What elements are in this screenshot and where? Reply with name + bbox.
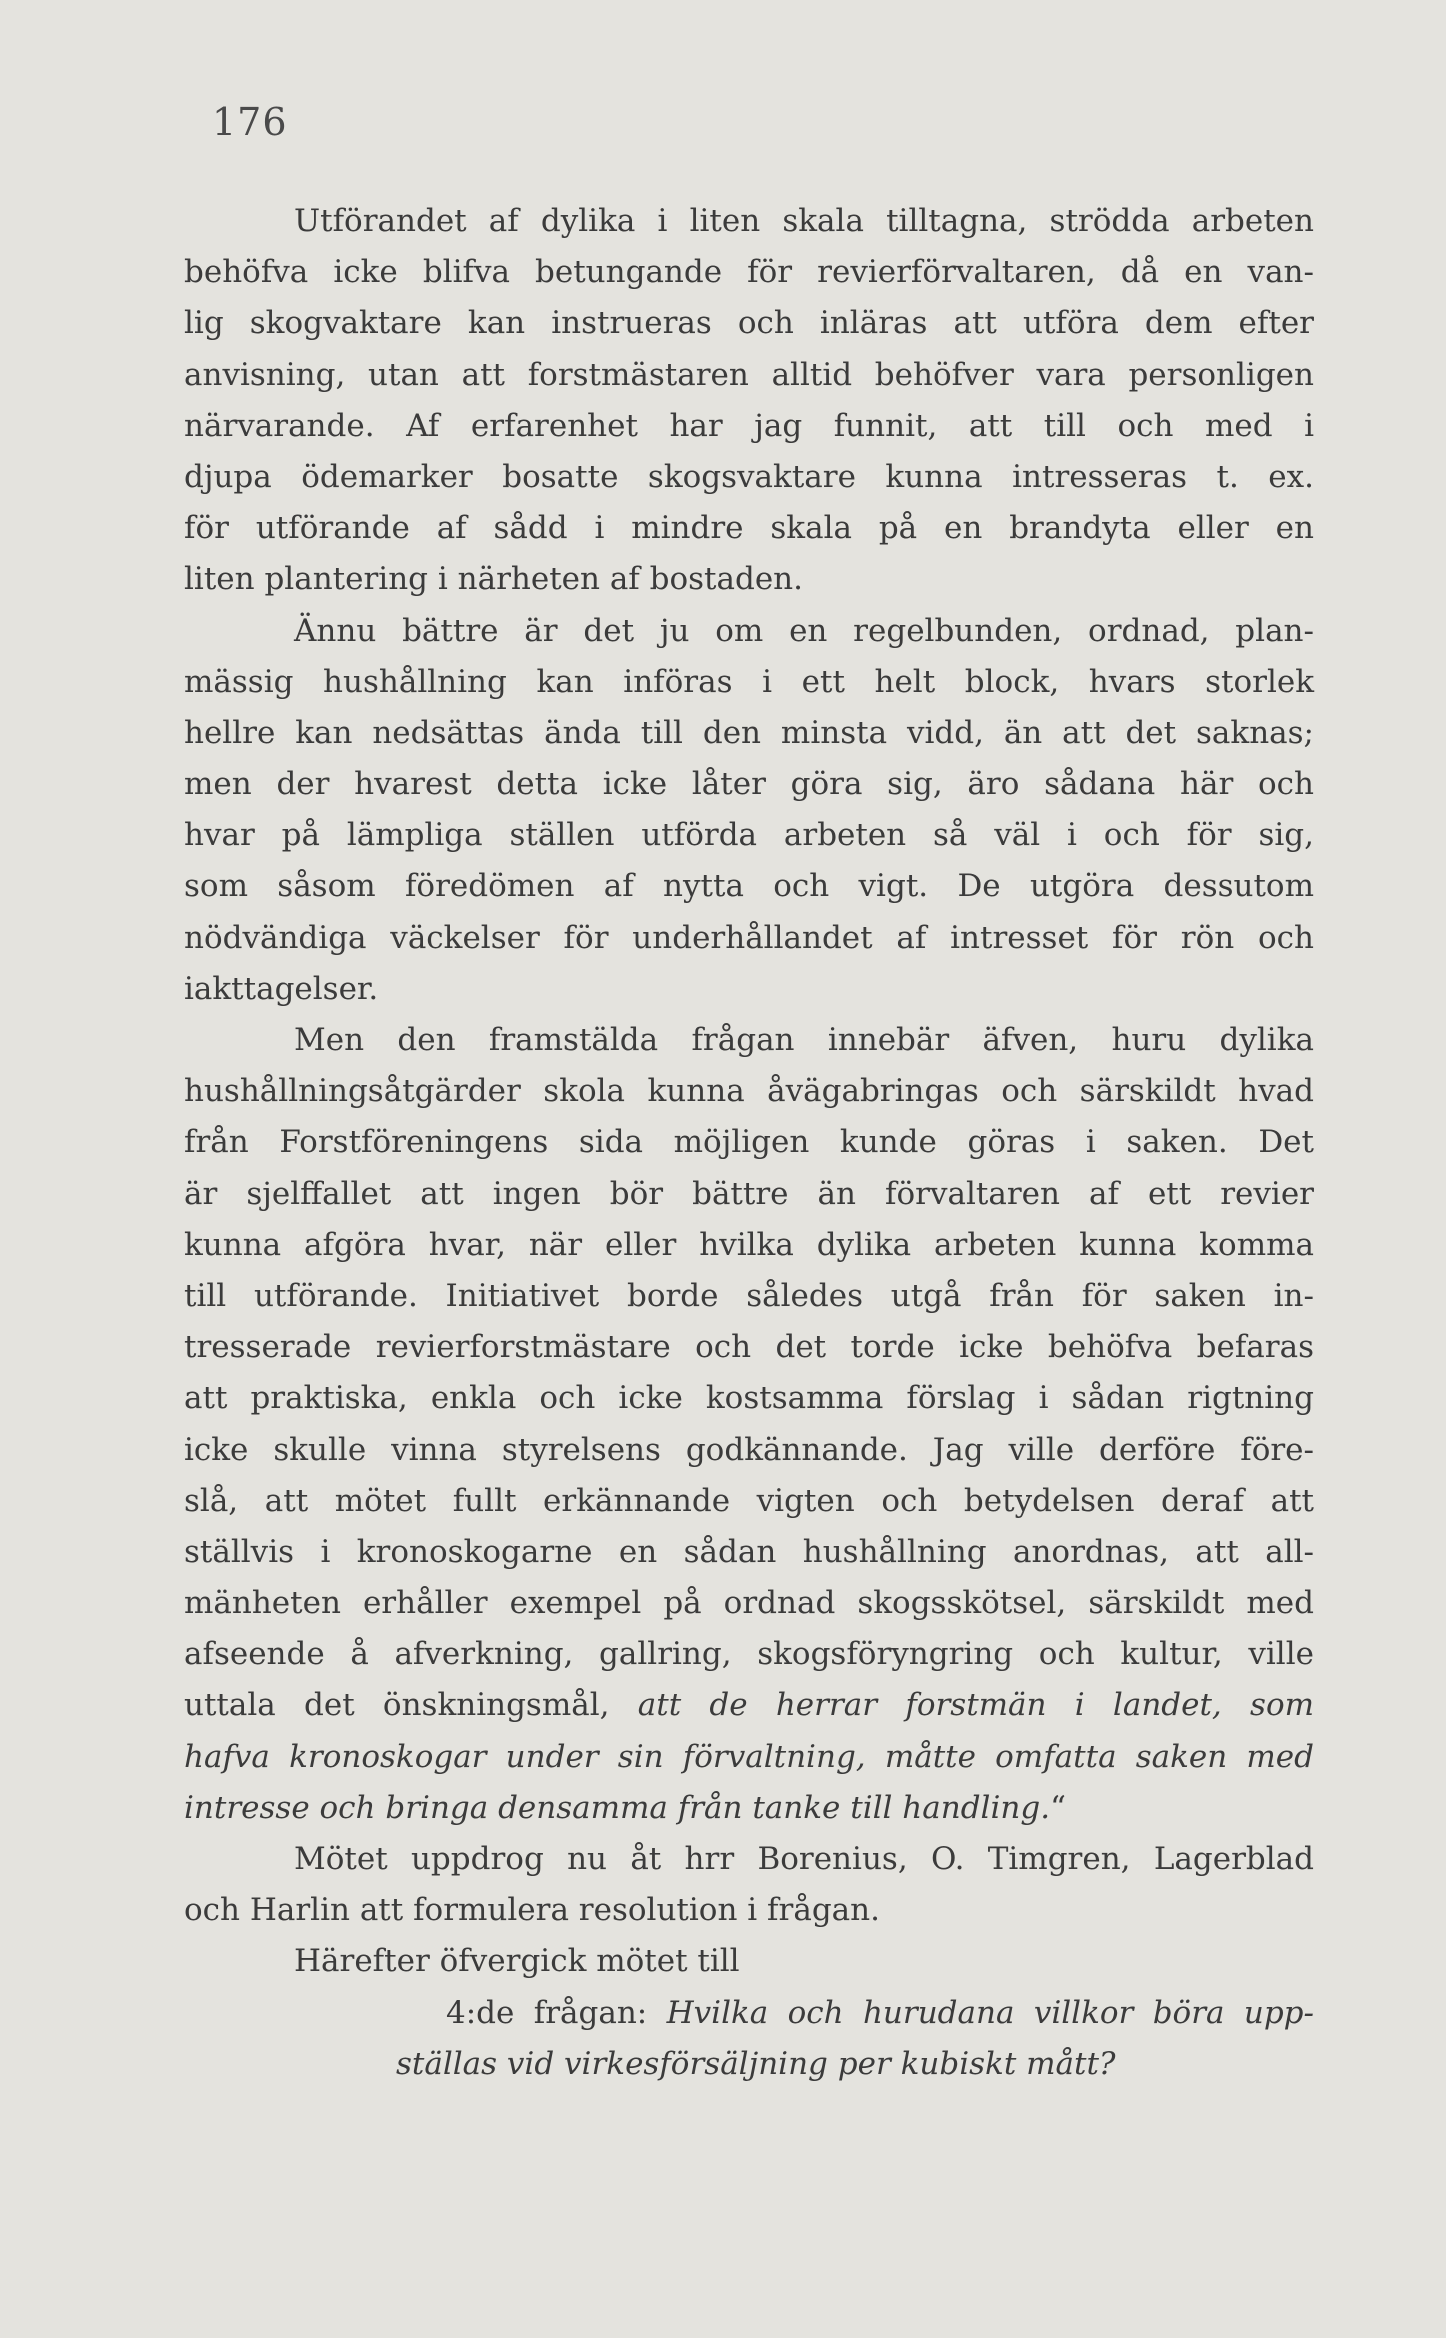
text-line: slå, att mötet fullt erkännande vigten och betydelsen deraf att [184, 1482, 1314, 1519]
text-line: Härefter öfvergick mötet till [294, 1943, 740, 1980]
text-line: kunna afgöra hvar, när eller hvilka dylika arbeten kunna komma [184, 1226, 1314, 1263]
text-line: att praktiska, enkla och icke kostsamma förslag i sådan rigtning [184, 1380, 1314, 1417]
question-heading [184, 1988, 1314, 2039]
text-line: icke skulle vinna styrelsens godkännande. Jag ville derföre före- [184, 1431, 1314, 1468]
text-run: uttala det önskningsmål, [184, 1687, 610, 1724]
text-line: tresserade revierforstmästare och det torde icke behöfva befaras [184, 1329, 1314, 1366]
text-line: Mötet uppdrog nu åt hrr Borenius, O. Timgren, Lagerblad [294, 1841, 1314, 1877]
text-line: mässig hushållning kan införas i ett helt block, hvars storlek [184, 663, 1314, 700]
text-line: som såsom föredömen af nytta och vigt. De utgöra dessutom [184, 868, 1314, 905]
question-label: 4:de frågan: [446, 1994, 648, 2031]
text-line: djupa ödemarker bosatte skogsvaktare kunna intresseras t. ex. [184, 458, 1314, 495]
text-line: närvarande. Af erfarenhet har jag funnit, att till och med i [184, 407, 1314, 444]
text-line: behöfva icke blifva betungande för revierförvaltaren, då en van- [184, 254, 1314, 291]
text-line: Ännu bättre är det ju om en regelbunden, ordnad, plan- [294, 612, 1314, 649]
question-text-continued: ställas vid virkesförsäljning per kubiskt mått? [396, 2045, 1116, 2082]
text-line: lig skogvaktare kan instrueras och inläras att utföra dem efter [184, 305, 1314, 342]
closing-quote: “ [1050, 1789, 1066, 1826]
question-text: Hvilka och hurudana villkor böra upp- [666, 1994, 1314, 2031]
text-line: iakttagelser. [184, 970, 379, 1007]
text-line: hvar på lämpliga ställen utförda arbeten så väl i och för sig, [184, 817, 1314, 854]
text-line: och Harlin att formulera resolution i frågan. [184, 1892, 880, 1929]
text-line: Men den framstälda frågan innebär äfven, huru dylika [294, 1022, 1314, 1058]
text-line: från Forstföreningens sida möjligen kunde göras i saken. Det [184, 1124, 1314, 1161]
page-number: 176 [212, 100, 288, 144]
text-line: men der hvarest detta icke låter göra sig, äro sådana här och [184, 766, 1314, 803]
text-line [184, 1680, 1314, 1731]
text-line [184, 1783, 1314, 1834]
text-line: liten plantering i närheten af bostaden. [184, 561, 804, 598]
text-line: för utförande af sådd i mindre skala på en brandyta eller en [184, 510, 1314, 547]
body-text [184, 196, 1314, 2090]
text-line: hushållningsåtgärder skola kunna åvägabringas och särskildt hvad [184, 1073, 1314, 1110]
text-line: mänheten erhåller exempel på ordnad skogsskötsel, särskildt med [184, 1585, 1314, 1622]
text-line: till utförande. Initiativet borde således utgå från för saken in- [184, 1277, 1314, 1314]
text-line: ställvis i kronoskogarne en sådan hushållning anordnas, att all- [184, 1533, 1314, 1570]
italic-run: intresse och bringa densamma från tanke till handling. [184, 1789, 1051, 1826]
text-line: hellre kan nedsättas ända till den minsta vidd, än att det saknas; [184, 714, 1314, 751]
text-line: är sjelffallet att ingen bör bättre än förvaltaren af ett revier [184, 1175, 1314, 1212]
text-line: afseende å afverkning, gallring, skogsföryngring och kultur, ville [184, 1636, 1314, 1673]
italic-line: hafva kronoskogar under sin förvaltning, måtte omfatta saken med [184, 1738, 1314, 1775]
text-line: nödvändiga väckelser för underhållandet af intresset för rön och [184, 919, 1314, 956]
italic-run: att de herrar forstmän i landet, som [637, 1687, 1315, 1724]
text-line: Utförandet af dylika i liten skala tilltagna, strödda arbeten [294, 203, 1314, 239]
text-line: anvisning, utan att forstmästaren alltid behöfver vara personligen [184, 356, 1314, 393]
